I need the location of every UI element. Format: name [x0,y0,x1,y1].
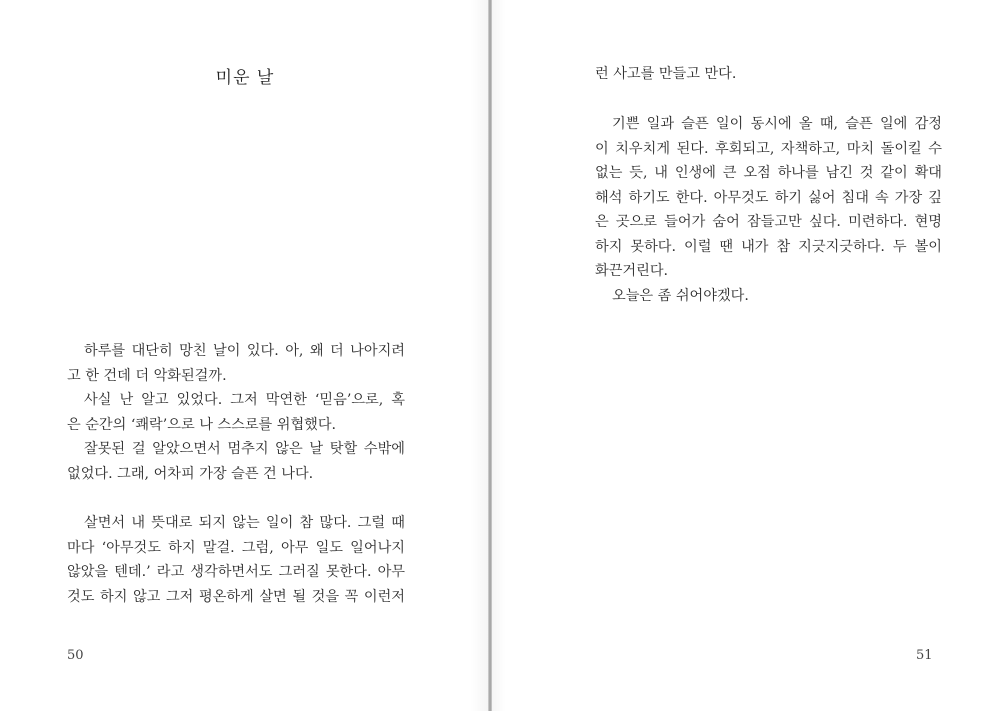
gutter-shadow-right [492,0,506,711]
text-line: 기쁜 일과 슬픈 일이 동시에 올 때, 슬픈 일에 감정 [612,116,942,132]
text-line: 않았을 텐데.’ 라고 생각하면서도 그러질 못한다. 아무 [67,564,405,580]
gutter-shadow-left [470,0,488,711]
right-paragraph-2 [595,112,942,308]
text-line: 이 치우치게 된다. 후회되고, 자책하고, 마치 돌이킬 수 [595,140,942,157]
page-number-left: 50 [67,648,84,663]
text-line: 해석 하기도 한다. 아무것도 하기 싫어 침대 속 가장 깊 [595,189,942,206]
right-page [492,0,1000,711]
text-line: 화끈거린다. [595,263,669,279]
text-line: 살면서 내 뜻대로 되지 않는 일이 참 많다. 그럴 때 [84,515,405,531]
left-paragraph-2 [67,511,405,609]
text-line: 사실 난 알고 있었다. 그저 막연한 ‘믿음’으로, 혹 [84,392,405,408]
chapter-title: 미운 날 [215,68,275,88]
text-line: 오늘은 좀 쉬어야겠다. [612,287,749,304]
text-line: 잘못된 걸 알았으면서 멈추지 않은 날 탓할 수밖에 [84,441,405,457]
text-line: 은 순간의 ‘쾌락’으로 나 스스로를 위협했다. [67,416,337,433]
text-line: 은 곳으로 들어가 숨어 잠들고만 싶다. 미련하다. 현명 [595,214,942,230]
text-line: 마다 ‘아무것도 하지 말걸. 그럼, 아무 일도 일어나지 [67,539,405,556]
page-number-right: 51 [916,648,933,663]
right-paragraph-1 [595,62,942,87]
text-line: 고 한 건데 더 악화된걸까. [67,367,227,384]
text-line: 하루를 대단히 망친 날이 있다. 아, 왜 더 나아지려 [84,343,405,359]
left-paragraph-1 [67,339,405,486]
text-line: 것도 하지 않고 그저 평온하게 살면 될 것을 꼭 이런저 [67,588,405,605]
text-line: 없었다. 그래, 어차피 가장 슬픈 건 나다. [67,465,314,482]
text-line: 없는 듯, 내 인생에 큰 오점 하나를 남긴 것 같이 확대 [595,165,942,181]
text-line: 하지 못하다. 이럴 땐 내가 참 지긋지긋하다. 두 볼이 [595,238,942,255]
text-line: 런 사고를 만들고 만다. [595,66,737,82]
